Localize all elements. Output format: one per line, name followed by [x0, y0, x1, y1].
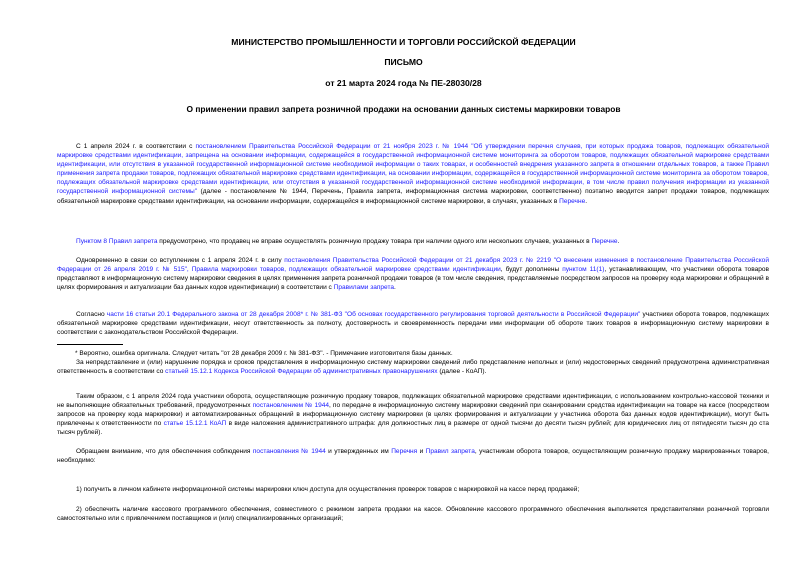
list-item-1: 1) получить в личном кабинете информационной системы маркировки ключ доступа для осуществления проверок товаров с маркировкой на кассе перед продажей;: [76, 486, 580, 493]
document-type: ПИСЬМО: [384, 57, 423, 67]
footnote-divider: [57, 344, 123, 345]
p1-text-b: (далее - постановление № 1944, Перечень, Правила запрета, информационная система маркировки, соответственно) поэтапно вводится запрет продажи товаров, подлежащих обязательной маркировке средствами идентификации, на основании информации, содержащейся в информационной системе маркировки, в случаях, указанных в: [57, 188, 769, 205]
p4-text-b: участники оборота товаров, подлежащих обязательной маркировке средствами идентификации, несут ответственность за полноту, достоверность и своевременность передачи ими информации об обороте таких товаров в информационную систему маркировки в соответствии с законодательством Российской Федерации.: [57, 311, 769, 337]
p5-text-a: За непредставление и (или) нарушение порядка и сроков представления в информационную систему маркировки сведений либо представление неполных и (или) недостоверных сведений предусмотрена административная ответственность в соответствии со: [57, 359, 769, 376]
ministry-title: МИНИСТЕРСТВО ПРОМЫШЛЕННОСТИ И ТОРГОВЛИ РОССИЙСКОЙ ФЕДЕРАЦИИ: [231, 37, 576, 47]
p7-text-d: , участникам оборота товаров, осуществляющим розничную продажу маркированных товаров, необходимо:: [57, 448, 769, 465]
list-item-2: 2) обеспечить наличие кассового программного обеспечения, совместимого с режимом запрета продажи на кассе. Обновление кассового программного обеспечения выполняется представителями розничной торговли самостоятельно или с привлечением поставщиков и (или) специализированных организаций;: [57, 506, 769, 523]
document-subject: О применении правил запрета розничной продажи на основании данных системы маркировки товаров: [186, 104, 621, 114]
p6-text-c: в виде наложения административного штрафа: для должностных лиц в размере от одной тысячи до десяти тысяч рублей; для юридических лиц от пятидесяти тысяч до ста тысяч рублей).: [57, 420, 770, 437]
p3-text-c: , устанавливающим, что участники оборота товаров представляют в информационную систему маркировки сведения в целях применения запрета розничной продажи товаров (в том числе сведения, представляемые посредством запросов на проверку кода маркировки и обращений в целях формирования и актуализации баз данных кодов идентификации) в соответствии с: [57, 266, 770, 292]
perechen-link[interactable]: Перечне: [559, 197, 586, 205]
decree-2219-link[interactable]: постановления Правительства Российской Федерации от 21 декабря 2023 г. № 2219 "О внесении изменения в постановление Правительства Российской Федерации от 26 апреля 2019 г. № 515", Правила маркировки товаров, подлежащих обязательной маркировке средствами идентификации: [57, 257, 769, 274]
paragraph-7: [57, 447, 769, 465]
p7-text-b: и утвержденных им: [325, 448, 392, 455]
decree-1944-link-2[interactable]: постановления № 1944: [252, 448, 326, 455]
p3-text-b: , будут дополнены: [500, 266, 563, 274]
p7-text-c: и: [417, 448, 426, 455]
paragraph-6: [57, 392, 769, 437]
p3-text-d: .: [394, 284, 396, 292]
p3-text-a: Одновременно в связи со вступлением с 1 апреля 2024 г. в силу: [76, 257, 285, 264]
footnote: * Вероятно, ошибка оригинала. Следует читать "от 28 декабря 2009 г. № 381-ФЗ". - Примечание изготовителя базы данных.: [75, 350, 453, 357]
perechen-link-2[interactable]: Перечне: [591, 238, 618, 245]
law-381-link[interactable]: части 16 статьи 20.1 Федерального закона от 28 декабря 2008* г. № 381-ФЗ "Об основах государственного регулирования торговой деятельности в Российской Федерации": [106, 311, 641, 318]
p6-text-a: Таким образом, с 1 апреля 2024 года участники оборота, осуществляющие розничную продажу товаров, подлежащих обязательной маркировке средствами идентификации, с использованием контрольно-кассовой техники и не выполняющие обязательных требований, предусмотренных: [57, 393, 769, 410]
koap-15-12-1-link[interactable]: статьей 15.12.1 Кодекса Российской Федерации об административных правонарушениях: [165, 368, 438, 376]
p7-text-a: Обращаем внимание, что для обеспечения соблюдения: [76, 448, 253, 455]
p2-text-a: предусмотрено, что продавец не вправе осуществлять розничную продажу товара при наличии одного или нескольких случаев, указанных в: [157, 238, 592, 245]
document-date-number: от 21 марта 2024 года № ПЕ-28030/28: [325, 78, 482, 88]
paragraph-2: [57, 237, 769, 246]
koap-article-link[interactable]: статье 15.12.1 КоАП: [163, 420, 227, 428]
paragraph-3: [57, 256, 769, 292]
p5-text-b: (далее - КоАП).: [437, 368, 487, 376]
paragraph-4: [57, 310, 769, 337]
p1-text-a: С 1 апреля 2024 г. в соответствии с: [76, 143, 196, 150]
paragraph-1: [57, 142, 769, 206]
rules-link-2[interactable]: Правил запрета: [425, 448, 475, 455]
rules-link[interactable]: Правилами запрета: [333, 284, 395, 292]
p6-text-b: , по передаче в информационную систему маркировки сведений при сканировании средства идентификации на товаре на кассе (посредством запросов на проверку кода маркировки) и автоматизированных обращений в информационную систему маркировки (в целях формирования и актуализации у участника оборота баз данных кодов идентификации), могут быть привлечены к ответственности по: [57, 402, 769, 428]
p1-text-c: .: [585, 197, 588, 205]
decree-1944-link[interactable]: постановлением Правительства Российской Федерации от 21 ноября 2023 г. № 1944 "Об утверждении перечня случаев, при которых продажа товаров, подлежащих обязательной маркировке средствами идентификации, запрещена на основании информации, содержащейся в государственной информационной системе мониторинга за оборотом товаров, подлежащих обязательной маркировке средствами идентификации, или отсутствия в указанной государственной информационной системе необходимой информации о таких товарах, и особенностей внедрения указанного запрета в отношении отдельных товаров, а также Правил применения запрета продажи товаров, подлежащих обязательной маркировке средствами идентификации, на основании информации, содержащейся в государственной информационной системе мониторинга за оборотом товаров, подлежащих обязательной маркировке средствами идентификации, или отсутствия в указанной государственной информационной системе необходимой информации, в том числе правил получения информации из указанной государственной информационной системы": [57, 143, 769, 196]
p2-text-b: .: [617, 238, 620, 245]
paragraph-5: [57, 358, 769, 376]
decree-1944-short-link[interactable]: постановлением № 1944: [252, 402, 330, 410]
rules-item-8-link[interactable]: Пунктом 8 Правил запрета: [76, 238, 158, 245]
p4-text-a: Согласно: [76, 311, 107, 318]
item-11-1-link[interactable]: пунктом 11(1): [562, 266, 605, 274]
perechen-link-3[interactable]: Перечня: [391, 448, 418, 455]
